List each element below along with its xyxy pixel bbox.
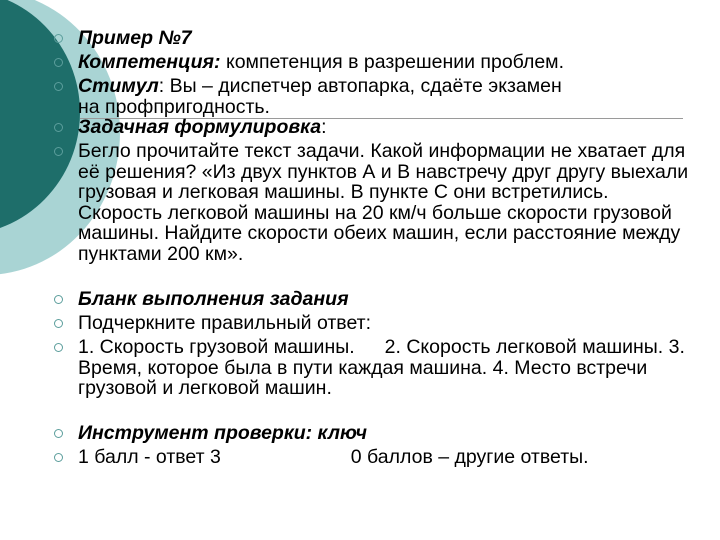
answer-option-1: 1. Скорость грузовой машины.	[78, 336, 355, 358]
slide-body	[54, 28, 694, 471]
list-item-check-tool	[54, 423, 694, 447]
bullet-icon	[54, 58, 63, 67]
list-item-task-wording	[54, 117, 694, 141]
competence-label: Компетенция:	[78, 51, 221, 73]
bullet-icon	[54, 453, 63, 462]
check-tool-label: Инструмент проверки: ключ	[78, 422, 368, 444]
bullet-icon	[54, 343, 63, 352]
answer-form-label: Бланк выполнения задания	[78, 288, 349, 310]
score-other: 0 баллов – другие ответы.	[350, 446, 589, 468]
list-item-competence	[54, 52, 694, 76]
list-item-answer-options	[54, 337, 694, 423]
competence-text: компетенция в разрешении проблем.	[220, 51, 564, 73]
task-wording-label: Задачная формулировка	[78, 116, 322, 138]
stimulus-text: : Вы – диспетчер автопарка, сдаёте экзамен	[158, 75, 562, 97]
bullet-icon	[54, 147, 63, 156]
list-item-scoring	[54, 447, 694, 471]
stimulus-text-continued: на профпригодность.	[78, 95, 270, 118]
bullet-icon	[54, 295, 63, 304]
task-text: Бегло прочитайте текст задачи. Какой информации не хватает для её решения? «Из двух пунктов А и В навстречу друг другу выехали грузовая и легковая машины. В пункте С они встретились. Скорость легковой машины на 20 км/ч больше скорости грузовой машины. Найдите скорости обеих машин, если расстояние между пунктами 200 км».	[78, 140, 689, 265]
bullet-icon	[54, 319, 63, 328]
bullet-icon	[54, 123, 63, 132]
stimulus-label: Стимул	[78, 75, 159, 97]
list-item-answer-form	[54, 289, 694, 313]
instruction-text: Подчеркните правильный ответ:	[78, 312, 371, 334]
bullet-icon	[54, 34, 63, 43]
task-wording-colon: :	[321, 116, 327, 138]
list-item-stimulus	[54, 76, 694, 117]
list-item-example-title	[54, 28, 694, 52]
bullet-icon	[54, 82, 63, 91]
example-title: Пример №7	[78, 27, 192, 49]
bullet-icon	[54, 429, 63, 438]
score-correct: 1 балл - ответ 3	[78, 446, 221, 468]
list-item-instruction	[54, 313, 694, 337]
list-item-task-text	[54, 141, 694, 289]
answer-options-rest: 2. Скорость легковой машины. 3. Время, которое была в пути каждая машина. 4. Место встречи грузовой и легковой машин.	[78, 336, 685, 400]
